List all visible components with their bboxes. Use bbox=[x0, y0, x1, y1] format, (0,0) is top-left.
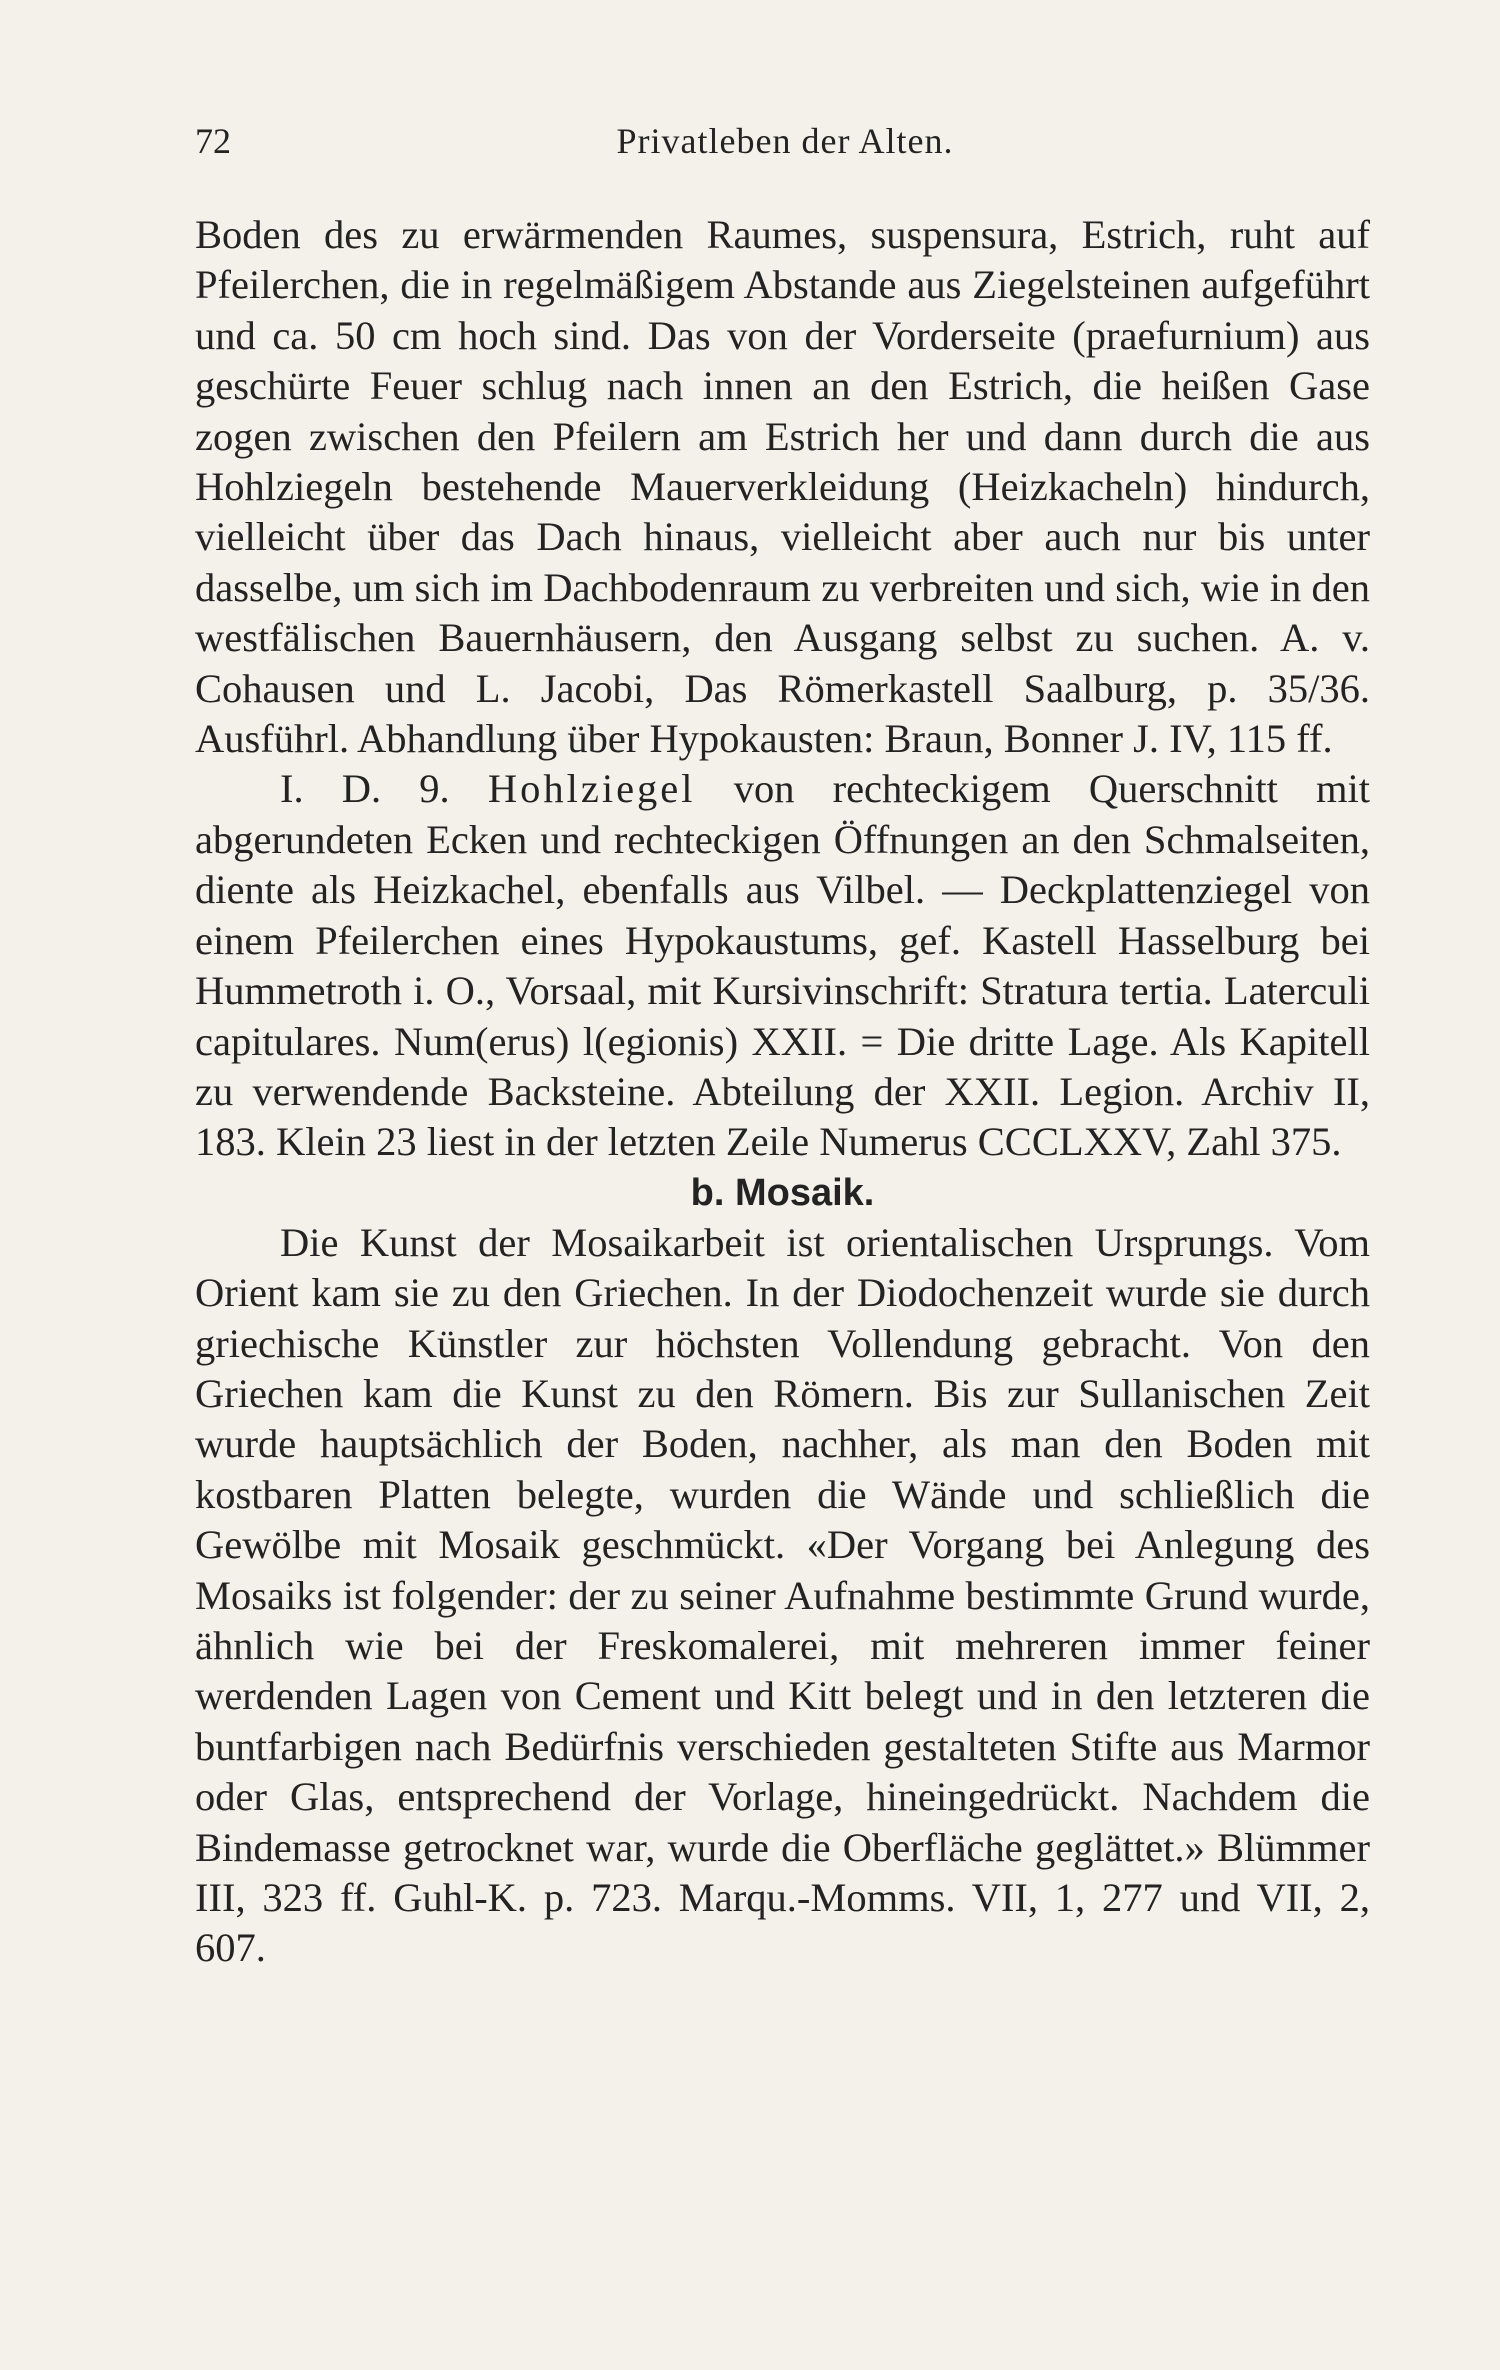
body-text bbox=[195, 210, 1370, 1974]
paragraph-hypocaust: Boden des zu erwärmenden Raumes, suspensura, Estrich, ruht auf Pfeilerchen, die in regelmäßigem Abstande aus Ziegelsteinen aufgeführt und ca. 50 cm hoch sind. Das von der Vorderseite (praefurnium) aus geschürte Feuer schlug nach innen an den Estrich, die heißen Gase zogen zwischen den Pfeilern am Estrich her und dann durch die aus Hohlziegeln bestehende Mauerverkleidung (Heizkacheln) hindurch, vielleicht über das Dach hinaus, vielleicht aber auch nur bis unter dasselbe, um sich im Dachbodenraum zu verbreiten und sich, wie in den westfälischen Bauernhäusern, den Ausgang selbst zu suchen. A. v. Cohausen und L. Jacobi, Das Römerkastell Saalburg, p. 35/36. Ausführl. Abhandlung über Hypokausten: Braun, Bonner J. IV, 115 ff. bbox=[195, 212, 1370, 762]
section-heading: b. Mosaik. bbox=[690, 1171, 875, 1214]
catalog-label: I. D. 9. bbox=[280, 766, 450, 812]
running-title: Privatleben der Alten. bbox=[616, 121, 954, 161]
page-header bbox=[195, 120, 1375, 180]
paragraph-mosaic: Die Kunst der Mosaikarbeit ist orientalischen Ursprungs. Vom Orient kam sie zu den Griechen. In der Diodochenzeit wurde sie durch griechische Künstler zur höchsten Vollendung gebracht. Von den Griechen kam die Kunst zu den Römern. Bis zur Sullanischen Zeit wurde hauptsächlich der Boden, nachher, als man den Boden mit kostbaren Platten belegte, wurden die Wände und schließlich die Gewölbe mit Mosaik geschmückt. «Der Vorgang bei Anlegung des Mosaiks ist folgender: der zu seiner Aufnahme bestimmte Grund wurde, ähnlich wie bei der Freskomalerei, mit mehreren immer feiner werdenden Lagen von Cement und Kitt belegt und in den letzteren die buntfarbigen nach Bedürfnis verschieden gestalteten Stifte aus Marmor oder Glas, entsprechend der Vorlage, hineingedrückt. Nachdem die Bindemasse getrocknet war, wurde die Oberfläche geglättet.» Blümmer III, 323 ff. Guhl-K. p. 723. Marqu.-Momms. VII, 1, 277 und VII, 2, 607. bbox=[195, 1219, 1370, 1971]
page-number: 72 bbox=[195, 121, 231, 161]
paragraph-catalog-entry bbox=[195, 764, 1370, 1167]
catalog-description: von rechteckigem Querschnitt mit abgerundeten Ecken und rechteckigen Öffnungen an den Schmalseiten, diente als Heizkachel, ebenfalls aus Vilbel. — Deckplattenziegel von einem Pfeilerchen eines Hypokaustums, gef. Kastell Hasselburg bei Hummetroth i. O., Vorsaal, mit Kursivinschrift: Stratura tertia. Laterculi capitulares. Num(erus) l(egionis) XXII. = Die dritte Lage. Als Kapitell zu verwendende Backsteine. Abteilung der XXII. Legion. Archiv II, 183. Klein 23 liest in der letzten Zeile Numerus CCCLXXV, Zahl 375. bbox=[195, 766, 1370, 1165]
catalog-keyword: Hohlziegel bbox=[487, 766, 696, 812]
